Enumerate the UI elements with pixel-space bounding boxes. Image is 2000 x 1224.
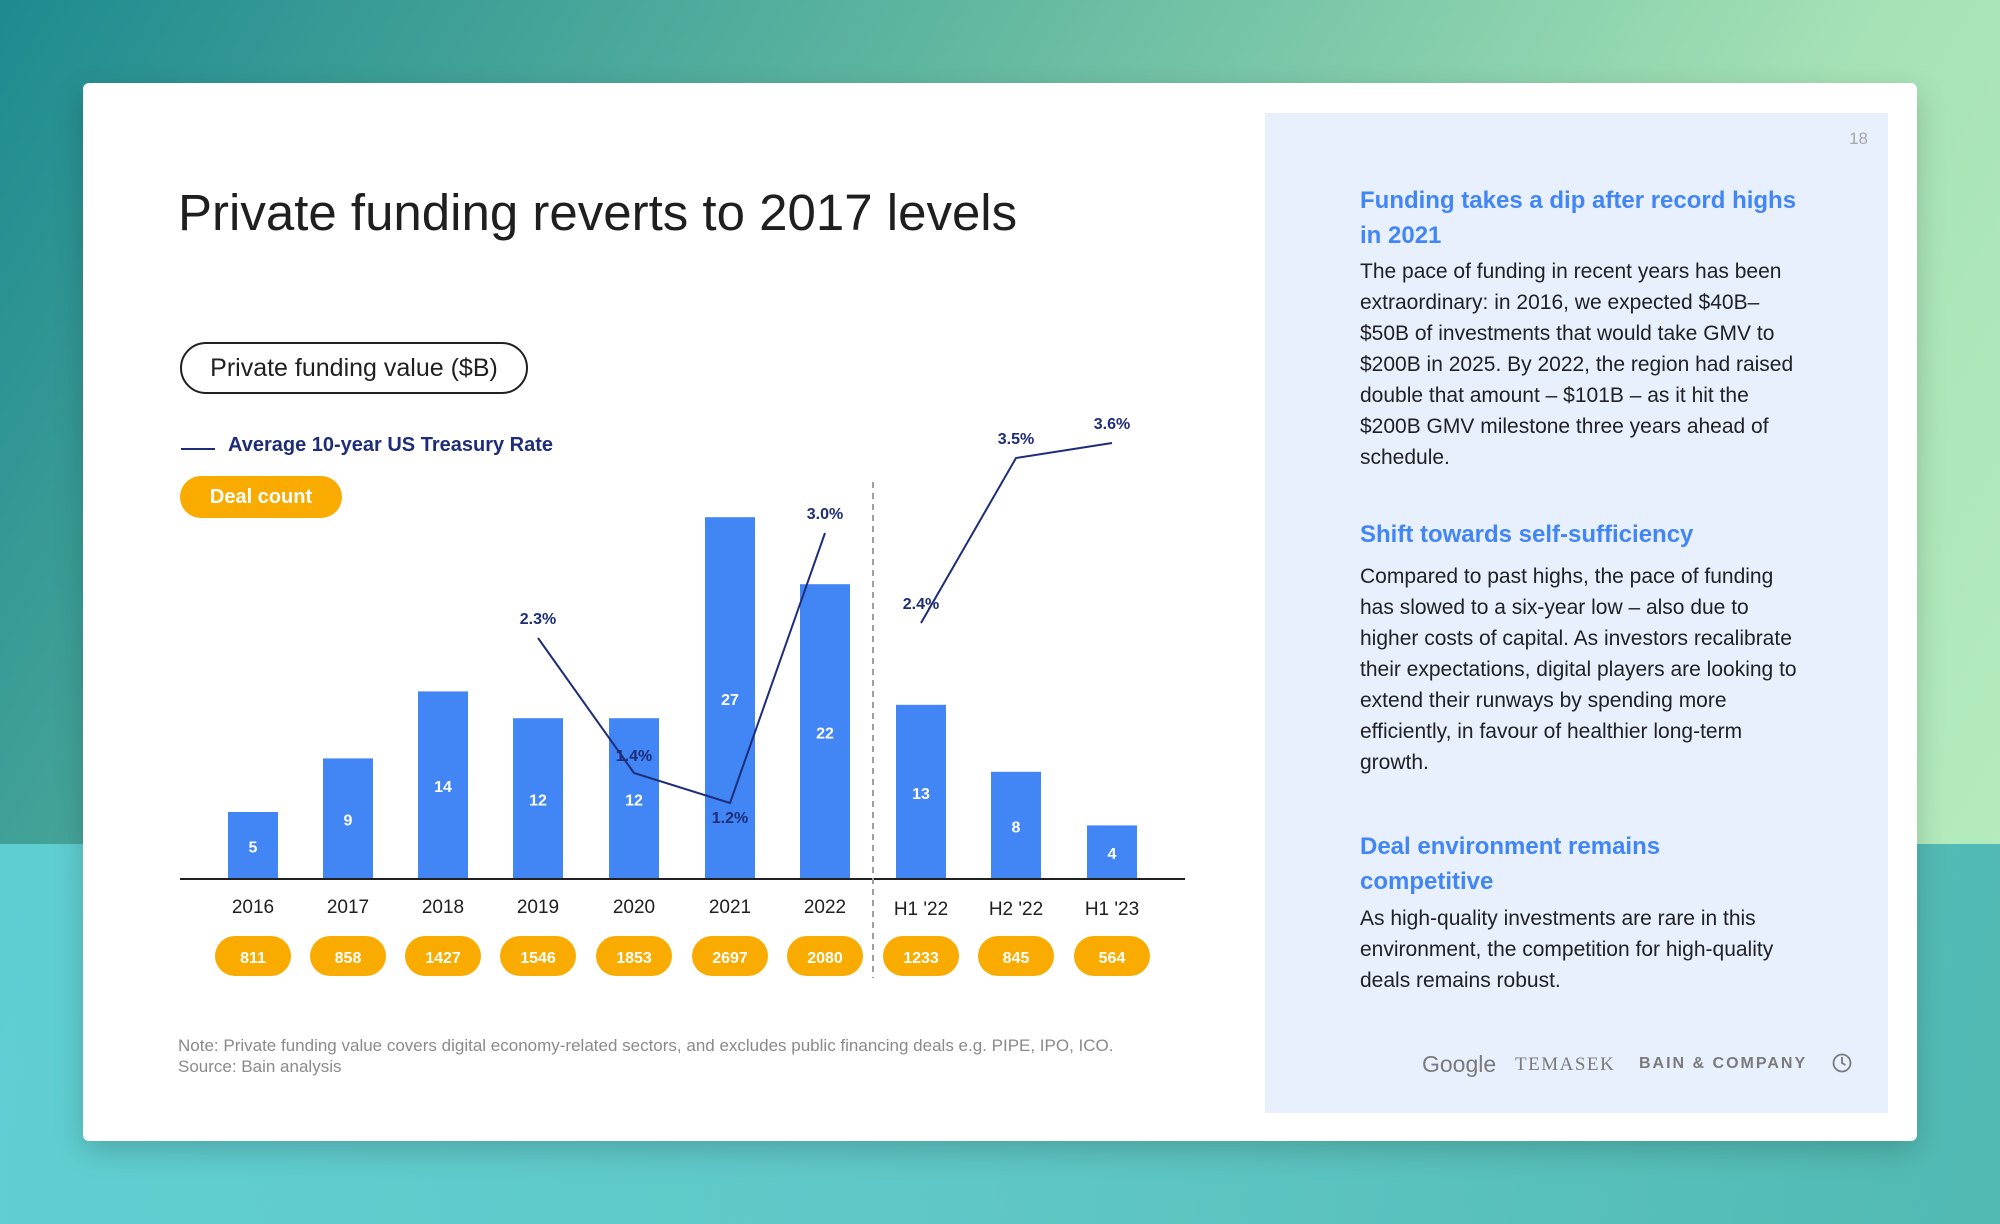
slide [83, 83, 1917, 1141]
partner-logos [1422, 1051, 1842, 1081]
bar-label-8: 8 [1011, 819, 1021, 837]
metric-pill: Private funding value ($B) [180, 342, 528, 394]
treasury-legend-label: Average 10-year US Treasury Rate [228, 434, 553, 456]
deal-label-9: 564 [1098, 950, 1126, 967]
rate-label-0-1: 1.4% [615, 748, 653, 765]
deal-label-6: 2080 [807, 950, 843, 967]
rate-label-0-3: 3.0% [806, 506, 844, 523]
temasek-logo: TEMASEK [1515, 1054, 1616, 1075]
deal-label-4: 1853 [616, 950, 652, 967]
rate-label-1-0: 2.4% [902, 596, 940, 613]
x-tick-2: 2018 [421, 897, 465, 918]
bar-label-5: 27 [721, 692, 739, 710]
bain-clock-icon [1832, 1053, 1852, 1073]
note-text: Note: Private funding value covers digital economy-related sectors, and excludes public financing deals e.g. PIPE, IPO, ICO. [178, 1036, 1114, 1055]
x-tick-3: 2019 [516, 897, 560, 918]
rate-label-1-2: 3.6% [1093, 416, 1131, 433]
bar-label-1: 9 [343, 812, 353, 830]
deal-label-8: 845 [1002, 950, 1030, 967]
section-body-deal-environment: As high-quality investments are rare in this environment, the competition for high-quality deals remains robust. [1360, 907, 1774, 992]
x-tick-5: 2021 [708, 897, 752, 918]
page-number: 18 [1849, 129, 1868, 148]
section-title-self-sufficiency: Shift towards self-sufficiency [1360, 521, 1694, 548]
bar-label-3: 12 [529, 792, 547, 810]
rate-label-1-1: 3.5% [997, 431, 1035, 448]
bar-label-9: 4 [1107, 846, 1117, 864]
rate-line-0 [538, 533, 825, 803]
bar-label-4: 12 [625, 792, 643, 810]
section-title-funding-dip: Funding takes a dip after record highs in 2021 [1360, 187, 1797, 249]
bar-label-0: 5 [248, 839, 258, 857]
deal-label-3: 1546 [520, 950, 556, 967]
x-tick-9: H1 '23 [1084, 899, 1140, 920]
section-body-self-sufficiency: Compared to past highs, the pace of funding has slowed to a six-year low – also due to higher costs of capital. As investors recalibrate their expectations, digital players are looking to extend their runways by spending more efficiently, in favour of healthier long-term growth. [1360, 565, 1797, 774]
source-text: Source: Bain analysis [178, 1057, 342, 1076]
deal-label-0: 811 [240, 950, 266, 967]
deal-count-legend: Deal count [180, 476, 342, 518]
rate-label-0-0: 2.3% [519, 611, 557, 628]
bar-label-7: 13 [912, 785, 930, 803]
x-tick-8: H2 '22 [988, 899, 1044, 920]
x-tick-4: 2020 [612, 897, 656, 918]
google-logo: Google [1422, 1051, 1497, 1077]
chart-note [178, 1035, 1114, 1077]
funding-chart [83, 83, 1263, 1083]
rate-label-0-2: 1.2% [711, 810, 749, 827]
bar-label-6: 22 [816, 725, 834, 743]
deal-label-2: 1427 [425, 950, 461, 967]
x-tick-1: 2017 [326, 897, 370, 918]
section-title-deal-environment: Deal environment remains competitive [1360, 833, 1661, 895]
x-tick-7: H1 '22 [893, 899, 949, 920]
deal-label-7: 1233 [903, 950, 939, 967]
deal-label-5: 2697 [712, 950, 748, 967]
page-title: Private funding reverts to 2017 levels [178, 184, 1018, 241]
section-body-funding-dip: The pace of funding in recent years has been extraordinary: in 2016, we expected $40B–$50B of investments that would take GMV to $200B in 2025. By 2022, the region had raised double that amount – $101B – as it hit the $200B GMV milestone three years ahead of schedule. [1360, 260, 1794, 469]
bar-label-2: 14 [434, 779, 452, 797]
rate-line-1 [921, 443, 1112, 623]
x-tick-6: 2022 [803, 897, 847, 918]
insights-panel [1265, 113, 1888, 1113]
x-tick-0: 2016 [231, 897, 275, 918]
bain-logo: BAIN & COMPANY [1639, 1055, 1808, 1072]
deal-label-1: 858 [334, 950, 362, 967]
